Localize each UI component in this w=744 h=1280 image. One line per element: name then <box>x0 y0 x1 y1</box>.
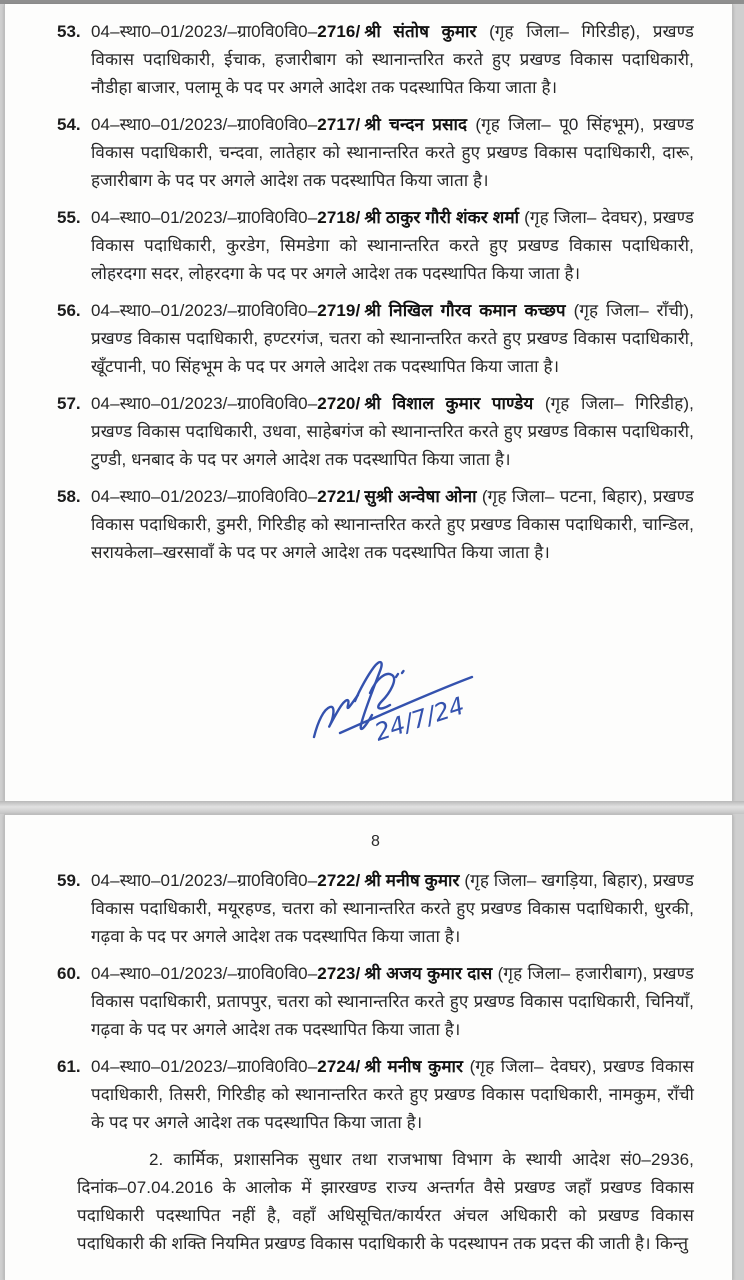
letter-number: 2723/ <box>317 964 361 983</box>
order-item-61 <box>57 1053 694 1137</box>
page-number: 8 <box>371 833 380 850</box>
order-item-56 <box>57 297 694 381</box>
order-item-54 <box>57 111 694 195</box>
officer-name: श्री विशाल कुमार पाण्डेय <box>364 394 534 413</box>
item-text: 04–स्था0–01/2023/–ग्रा0वि0वि0–2719/ श्री निखिल गौरव कमान कच्छप (गृह जिला– राँची), प्रखण्ड विकास पदाधिकारी, हण्टरगंज, चतरा को स्थानान्तरित करते हुए प्रखण्ड विकास पदाधिकारी, खूँटपानी, प0 सिंहभूम के पद पर अगले आदेश तक पदस्थापित किया जाता है। <box>91 301 694 376</box>
item-number: 58. <box>57 487 81 506</box>
officer-name: सुश्री अन्वेषा ओना <box>364 487 477 506</box>
order-item-53 <box>57 18 694 102</box>
officer-name: श्री मनीष कुमार <box>364 871 460 890</box>
officer-name: श्री अजय कुमार दास <box>364 964 493 983</box>
officer-name: श्री संतोष कुमार <box>364 22 477 41</box>
order-item-58 <box>57 483 694 567</box>
item-text: 04–स्था0–01/2023/–ग्रा0वि0वि0–2717/ श्री चन्दन प्रसाद (गृह जिला– पू0 सिंहभूम), प्रखण्ड विकास पदाधिकारी, चन्दवा, लातेहार को स्थानान्तरित करते हुए प्रखण्ड विकास पदाधिकारी, दारू, हजारीबाग के पद पर अगले आदेश तक पदस्थापित किया जाता है। <box>91 115 695 190</box>
officer-name: श्री ठाकुर गौरी शंकर शर्मा <box>364 208 520 227</box>
document-page-8 <box>4 814 733 1280</box>
order-item-59 <box>57 867 694 951</box>
letter-number: 2717/ <box>317 115 361 134</box>
letter-number: 2719/ <box>317 301 361 320</box>
letter-number: 2716/ <box>317 22 361 41</box>
item-number: 53. <box>57 22 81 41</box>
item-text: 04–स्था0–01/2023/–ग्रा0वि0वि0–2721/ सुश्री अन्वेषा ओना (गृह जिला– पटना, बिहार), प्रखण्ड विकास पदाधिकारी, डुमरी, गिरिडीह को स्थानान्तरित करते हुए प्रखण्ड विकास पदाधिकारी, चान्डिल, सरायकेला–खरसावाँ के पद पर अगले आदेश तक पदस्थापित किया जाता है। <box>91 487 695 562</box>
letter-number: 2722/ <box>317 871 361 890</box>
letter-number: 2721/ <box>317 487 361 506</box>
officer-name: श्री मनीष कुमार <box>364 1057 464 1076</box>
item-number: 60. <box>57 964 81 983</box>
item-number: 54. <box>57 115 81 134</box>
item-text: 04–स्था0–01/2023/–ग्रा0वि0वि0–2724/ श्री मनीष कुमार (गृह जिला– देवघर), प्रखण्ड विकास पदाधिकारी, तिसरी, गिरिडीह को स्थानान्तरित करते हुए प्रखण्ड विकास पदाधिकारी, नामकुम, राँची के पद पर अगले आदेश तक पदस्थापित किया जाता है। <box>91 1057 694 1132</box>
order-item-60 <box>57 960 694 1044</box>
officer-name: श्री चन्दन प्रसाद <box>364 115 468 134</box>
signature-date: 24/7/24 <box>371 691 468 747</box>
paragraph-2: 2. कार्मिक, प्रशासनिक सुधार तथा राजभाषा विभाग के स्थायी आदेश सं0–2936, दिनांक–07.04.2016 के आलोक में झारखण्ड राज्य अन्तर्गत वैसे प्रखण्ड जहाँ प्रखण्ड विकास पदाधिकारी पदस्थापित नहीं है, वहाँ अधिसूचित/कार्यरत अंचल अधिकारी को प्रखण्ड विकास पदाधिकारी की शक्ति नियमित प्रखण्ड विकास पदाधिकारी के पदस्थापन तक प्रदत्त की जाती है। किन्तु <box>77 1150 694 1253</box>
item-text: 04–स्था0–01/2023/–ग्रा0वि0वि0–2722/ श्री मनीष कुमार (गृह जिला– खगड़िया, बिहार), प्रखण्ड विकास पदाधिकारी, मयूरहण्ड, चतरा को स्थानान्तरित करते हुए प्रखण्ड विकास पदाधिकारी, धुरकी, गढ़वा के पद पर अगले आदेश तक पदस्थापित किया जाता है। <box>91 871 694 946</box>
letter-number: 2720/ <box>317 394 361 413</box>
item-text: 04–स्था0–01/2023/–ग्रा0वि0वि0–2718/ श्री ठाकुर गौरी शंकर शर्मा (गृह जिला– देवघर), प्रखण्ड विकास पदाधिकारी, कुरडेग, सिमडेगा को स्थानान्तरित करते हुए प्रखण्ड विकास पदाधिकारी, लोहरदगा सदर, लोहरदगा के पद पर अगले आदेश तक पदस्थापित किया जाता है। <box>91 208 694 283</box>
officer-name: श्री निखिल गौरव कमान कच्छप <box>364 301 566 320</box>
item-text: 04–स्था0–01/2023/–ग्रा0वि0वि0–2716/ श्री संतोष कुमार (गृह जिला– गिरिडीह), प्रखण्ड विकास पदाधिकारी, ईचाक, हजारीबाग को स्थानान्तरित करते हुए प्रखण्ड विकास पदाधिकारी, नौडीहा बाजार, पलामू के पद पर अगले आदेश तक पदस्थापित किया जाता है। <box>91 22 694 97</box>
order-item-55 <box>57 204 694 288</box>
item-text: 04–स्था0–01/2023/–ग्रा0वि0वि0–2723/ श्री अजय कुमार दास (गृह जिला– हजारीबाग), प्रखण्ड विकास पदाधिकारी, प्रतापपुर, चतरा को स्थानान्तरित करते हुए प्रखण्ड विकास पदाधिकारी, चिनियाँ, गढ़वा के पद पर अगले आदेश तक पदस्थापित किया जाता है। <box>91 964 694 1039</box>
order-item-57 <box>57 390 694 474</box>
letter-number: 2724/ <box>317 1057 361 1076</box>
page-separator <box>0 801 744 814</box>
item-number: 56. <box>57 301 81 320</box>
document-page-7 <box>4 4 733 801</box>
item-number: 61. <box>57 1057 81 1076</box>
letter-number: 2718/ <box>317 208 361 227</box>
handwritten-signature <box>300 649 510 764</box>
item-text: 04–स्था0–01/2023/–ग्रा0वि0वि0–2720/ श्री विशाल कुमार पाण्डेय (गृह जिला– गिरिडीह), प्रखण्ड विकास पदाधिकारी, उधवा, साहेबगंज को स्थानान्तरित करते हुए प्रखण्ड विकास पदाधिकारी, टुण्डी, धनबाद के पद पर अगले आदेश तक पदस्थापित किया जाता है। <box>91 394 694 469</box>
item-number: 59. <box>57 871 81 890</box>
item-number: 57. <box>57 394 81 413</box>
item-number: 55. <box>57 208 81 227</box>
